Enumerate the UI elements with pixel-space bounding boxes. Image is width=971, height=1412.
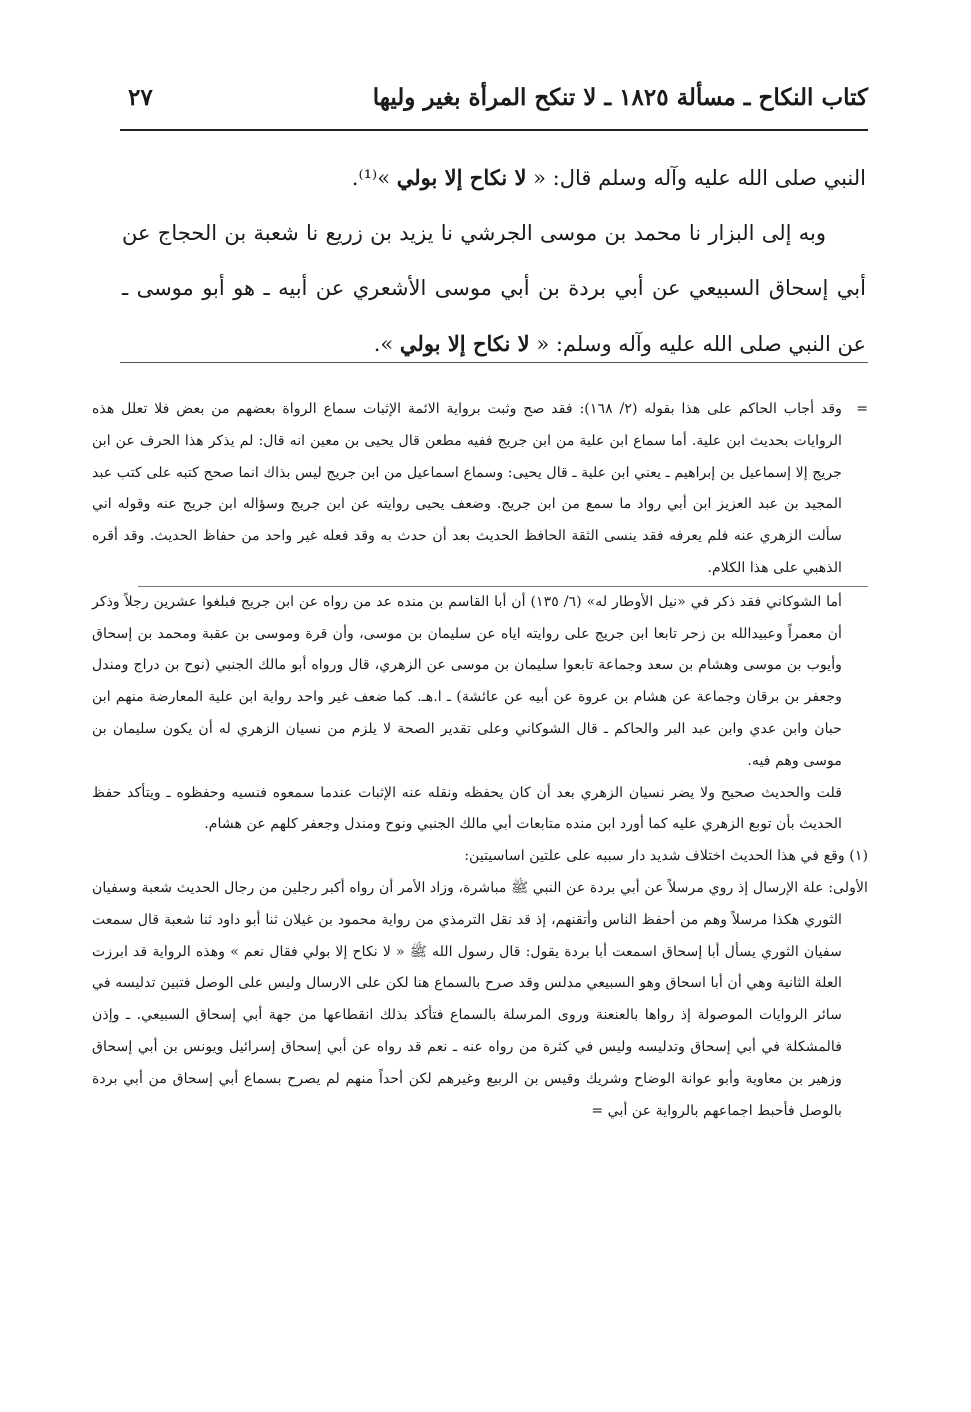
- hadith-quote-1: لا نكاح إلا بولي: [396, 165, 527, 190]
- main-p2-text-a: وبه إلى البزار نا محمد بن موسى الجرشي نا يزيد بن زريع نا شعبة بن الحجاج عن أبي إسحاق السبيعي عن أبي بردة بن أبي موسى الأشعري عن أبيه ـ هو أبو موسى ـ عن النبي صلى الله عليه وآله وسلم: «: [122, 221, 866, 356]
- header-divider: [120, 129, 868, 131]
- footnote-para-2: أما الشوكاني فقد ذكر في «نيل الأوطار له» (٦/ ١٣٥) أن أبا القاسم بن منده عد من رواه عن ابن جريج فبلغوا عشرين رجلاً وذكر أن معمراً وعبيدالله بن زحر تابعا ابن جريج على روايته اياه عن سليمان بن موسى، وأن قرة وموسى بن عقبة ومحمد بن إسحاق وأيوب بن موسى وهشام بن سعد وجماعة تابعوا سليمان بن موسى عن الزهري، قال ورواه أبو مالك الجنبي (نوح بن دراج ومندل وجعفر بن برقان وجماعة عن هشام بن عروة عن أبيه عن عائشة) ـ ا.هـ. كما ضعف غير واحد رواية ابن علية المعارضة منهم ابن حبان وابن عدي وابن عبد البر والحاكم ـ قال الشوكاني وعلى تقدير الصحة لا يلزم من نسيان الزهري له أن يكون سليمان بن موسى وهم فيه.: [92, 593, 843, 769]
- trailing-continuation-mark: =: [591, 1102, 604, 1119]
- footnote-1-heading: (١) وقع في هذا الحديث اختلاف شديد دار سببه على علتين اساسيتين:: [464, 848, 868, 865]
- main-text: [122, 150, 866, 372]
- footnote-para-1: وقد أجاب الحاكم على هذا بقوله (٢/ ١٦٨): فقد صح وثبت برواية الائمة الإثبات سماع الرواة بعضهم من بعض فلا تعلل هذه الروايات بحديث ابن علية. أما سماع ابن علية من ابن جريج ففيه مطعن قال يحيى بن معين انه قال: لم يذكر هذا الحرف عن ابن جريج إلا إسماعيل بن إبراهيم ـ يعني ابن علية ـ قال يحيى: وسماع اسماعيل من ابن جريج ليس بذاك انما صحح كتبه على كتب عبد المجيد بن عبد العزيز ابن أبي رواد ما سمع من ابن جريج. وضعف يحيى روايته عن ابن جريج وسؤاله ابن جريج عنه وقوله اني سألت الزهري عنه فلم يعرفه فقد ينسى الثقة الحافظ الحديث بعد أن حدث به وقد فعله غير واحد من حفاظ الحديث. وقد أقره الذهبي على هذا الكلام.: [92, 401, 842, 576]
- main-p1-text-c: »⁽¹⁾.: [351, 166, 397, 190]
- footnotes: [92, 394, 868, 1127]
- main-paragraph-2: [122, 206, 866, 372]
- footnote-1-body: [92, 873, 868, 1127]
- running-title: كتاب النكاح ـ مسألة ١٨٢٥ ـ لا تنكح المرأة بغير وليها: [372, 84, 868, 111]
- footnote-para-3: قلت والحديث صحيح ولا يضر نسيان الزهري بعد أن كان يحفظه ونقله عنه الإثبات عندما سمعوه فنسيه وحفظوه ـ ويتأكد حفظ الحديث بأن توبع الزهري عليه كما أورد ابن منده متابعات أبي مالك الجنبي ونوح ومندل وجعفر كلهم عن هشام.: [92, 784, 842, 833]
- footnote-continuation: [92, 394, 868, 585]
- page-number: ٢٧: [128, 84, 153, 111]
- page-header: [120, 84, 868, 126]
- main-p1-text-a: النبي صلى الله عليه وآله وسلم قال: «: [526, 166, 866, 190]
- footnote-1-text: الأولى: علة الإرسال إذ روي مرسلاً عن أبي بردة عن النبي ﷺ مباشرة، وزاد الأمر أن رواه أكبر رجلين من رجال الحديث شعبة وسفيان الثوري هكذا مرسلاً وهم من أحفظ الناس وأتقنهم، إذ قد نقل الترمذي من رواية محمود بن غيلان ثنا أبو داود ثنا شعبة قال سمعت سفيان الثوري يسأل أبا إسحاق اسمعت أبا بردة يقول: قال رسول الله ﷺ « لا نكاح إلا بولي فقال نعم » وهذه الرواية قد ابرزت العلة الثانية وهي أن أبا اسحاق وهو السبيعي مدلس وقد صرح بالسماع هنا لكن على الارسال وليس على الوصل فتبين تدليسه في سائر الروايات الموصولة إذ رواها بالعنعنة وروى المرسلة بالسماع فتأكد بذلك انقطاعها من جهة أبي إسحاق السبيعي. ـ وإذن فالمشكلة في أبي إسحاق وتدليسه وليس في كثرة من رواه عنه ـ نعم قد رواه عن أبي إسحاق إسرائيل ويونس بن أبي إسحاق وزهير بن معاوية وأبو عوانة الوضاح وشريك وقيس بن الربيع وغيرهم لكن أحداً منهم لم يصرح بسماع أبي إسحاق من أبي بردة بالوصل فأحبط اجماعهم بالرواية عن أبي: [92, 879, 868, 1119]
- hadith-quote-2: لا نكاح إلا بولي: [399, 331, 530, 356]
- main-p2-text-c: ».: [373, 332, 400, 356]
- main-paragraph-1: [122, 150, 866, 206]
- footnote-separator: [120, 362, 868, 363]
- continuation-mark: =: [856, 401, 868, 417]
